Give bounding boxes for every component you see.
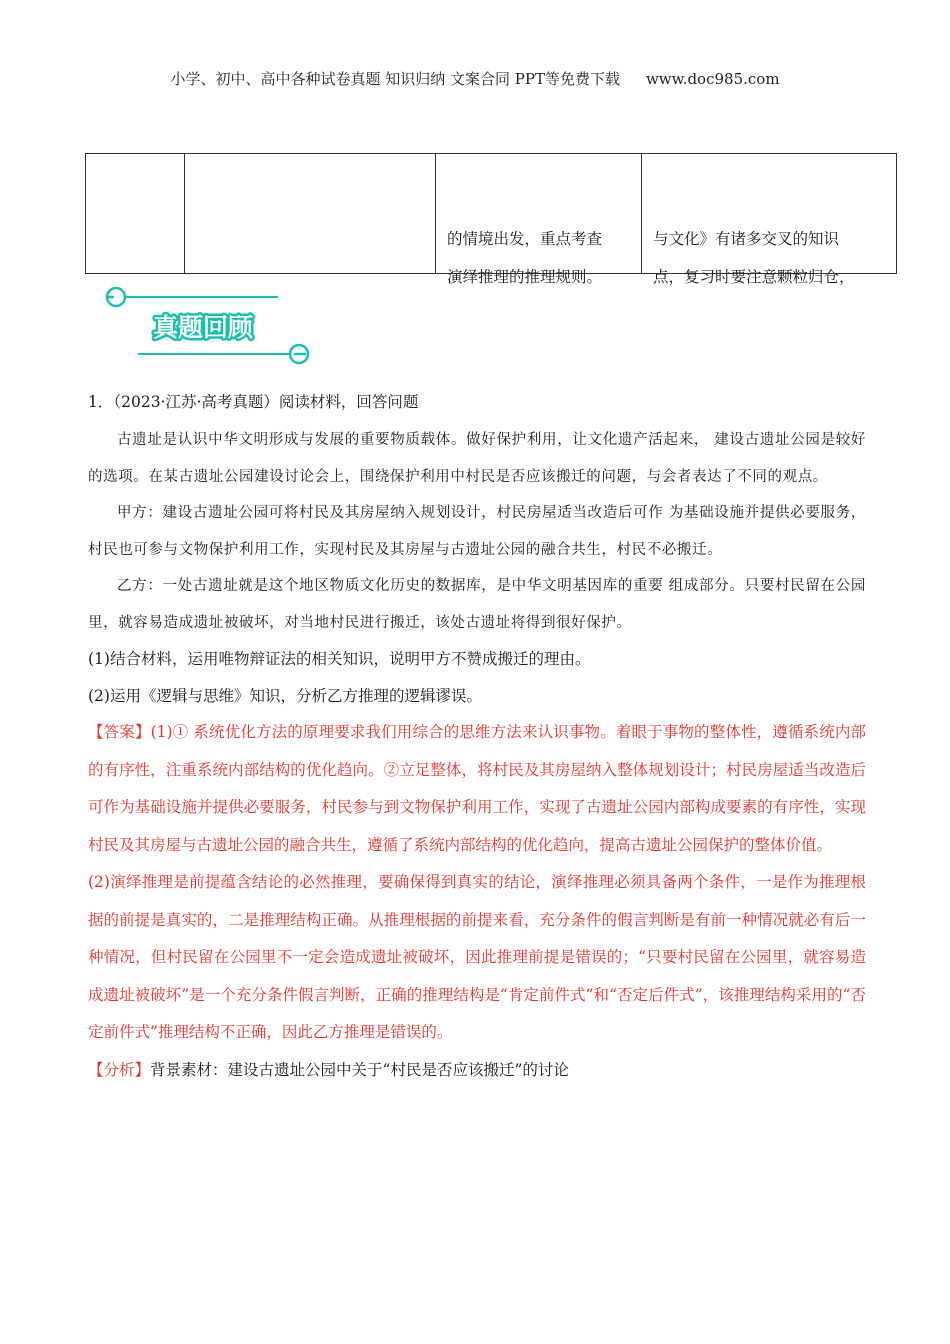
table-divider xyxy=(184,154,185,273)
answer-part-2: (2)演绎推理是前提蕴含结论的必然推理，要确保得到真实的结论，演绎推理必须具备两个条件，一是作为推理根据的前提是真实的，二是推理结构正确。从推理根据的前提来看，充分条件的假言判断是有前一种情况就必有后一种情况，但村民留在公园里不一定会造成遗址被破坏，因此推理前提是错误的；“只要村民留在公园里，就容易造成遗址被破坏”是一个充分条件假言判断，正确的推理结构是“肯定前件式”和“否定后件式”，该推理结构采用的“否定前件式”推理结构不正确，因此乙方推理是错误的。 xyxy=(88,873,866,1041)
info-table xyxy=(85,153,897,286)
sub-question-1: (1)结合材料，运用唯物辩证法的相关知识，说明甲方不赞成搬迁的理由。 xyxy=(88,650,591,668)
analysis xyxy=(88,1052,866,1089)
sub-question-2: (2)运用《逻辑与思维》知识，分析乙方推理的逻辑谬误。 xyxy=(88,686,482,705)
analysis-tag: 【分析】 xyxy=(88,1060,151,1079)
page-header xyxy=(0,68,950,89)
section-banner-graphic xyxy=(98,283,313,371)
answer-tag: 【答案】 xyxy=(88,723,151,741)
table-cell-3-line-1: 的情境出发，重点考查 xyxy=(447,230,603,248)
banner-title: 真题回顾 xyxy=(153,313,254,342)
table-cell-3-line-2: 演绎推理的推理规则。 xyxy=(447,268,603,286)
question-title: 1．（2023·江苏·高考真题）阅读材料，回答问题 xyxy=(88,393,419,411)
question-block xyxy=(88,388,866,1088)
answer-part-1-text: (1)① 系统优化方法的原理要求我们用综合的思维方法来认识事物。着眼于事物的整体性，遵循系统内部的有序性，注重系统内部结构的优化趋向。②立足整体，将村民及其房屋纳入整体规划设计；村民房屋适当改造后可作为基础设施并提供必要服务，村民参与到文物保护利用工作，实现了古遗址公园内部构成要素的有序性，实现村民及其房屋与古遗址公园的融合共生，遵循了系统内部结构的优化趋向，提高古遗址公园保护的整体价值。 xyxy=(88,723,866,854)
answer-part-1 xyxy=(88,714,866,864)
table-divider xyxy=(641,154,642,273)
table-cell-3 xyxy=(447,220,602,296)
table-divider xyxy=(435,154,436,273)
table-cell-4-line-1: 与文化》有诸多交叉的知识 xyxy=(653,230,840,248)
header-text: 小学、初中、高中各种试卷真题 知识归纳 文案合同 PPT等免费下载 xyxy=(170,70,620,88)
material-paragraph-1: 古遗址是认识中华文明形成与发展的重要物质载体。做好保护利用，让文化遗产活起来， 建设古遗址公园是较好的选项。在某古遗址公园建设讨论会上，围绕保护利用中村民是否应该搬迁的问题，与会者表达了不同的观点。 xyxy=(88,432,866,485)
table-cell-4-line-2: 点，复习时要注意颗粒归仓， xyxy=(653,268,855,286)
section-banner xyxy=(98,283,313,371)
material-paragraph-2: 甲方：建设古遗址公园可将村民及其房屋纳入规划设计，村民房屋适当改造后可作 为基础设施并提供必要服务，村民也可参与文物保护利用工作，实现村民及其房屋与古遗址公园的融合共生，村民不必搬迁。 xyxy=(88,505,866,558)
material-paragraph-3: 乙方：一处古遗址就是这个地区物质文化历史的数据库，是中华文明基因库的重要 组成部分。只要村民留在公园里，就容易造成遗址被破坏，对当地村民进行搬迁，该处古遗址将得到很好保护。 xyxy=(88,578,866,631)
table-cell-4 xyxy=(653,220,855,296)
header-site[interactable]: www.doc985.com xyxy=(645,70,780,88)
analysis-text: 背景素材：建设古遗址公园中关于“村民是否应该搬迁”的讨论 xyxy=(150,1060,569,1079)
